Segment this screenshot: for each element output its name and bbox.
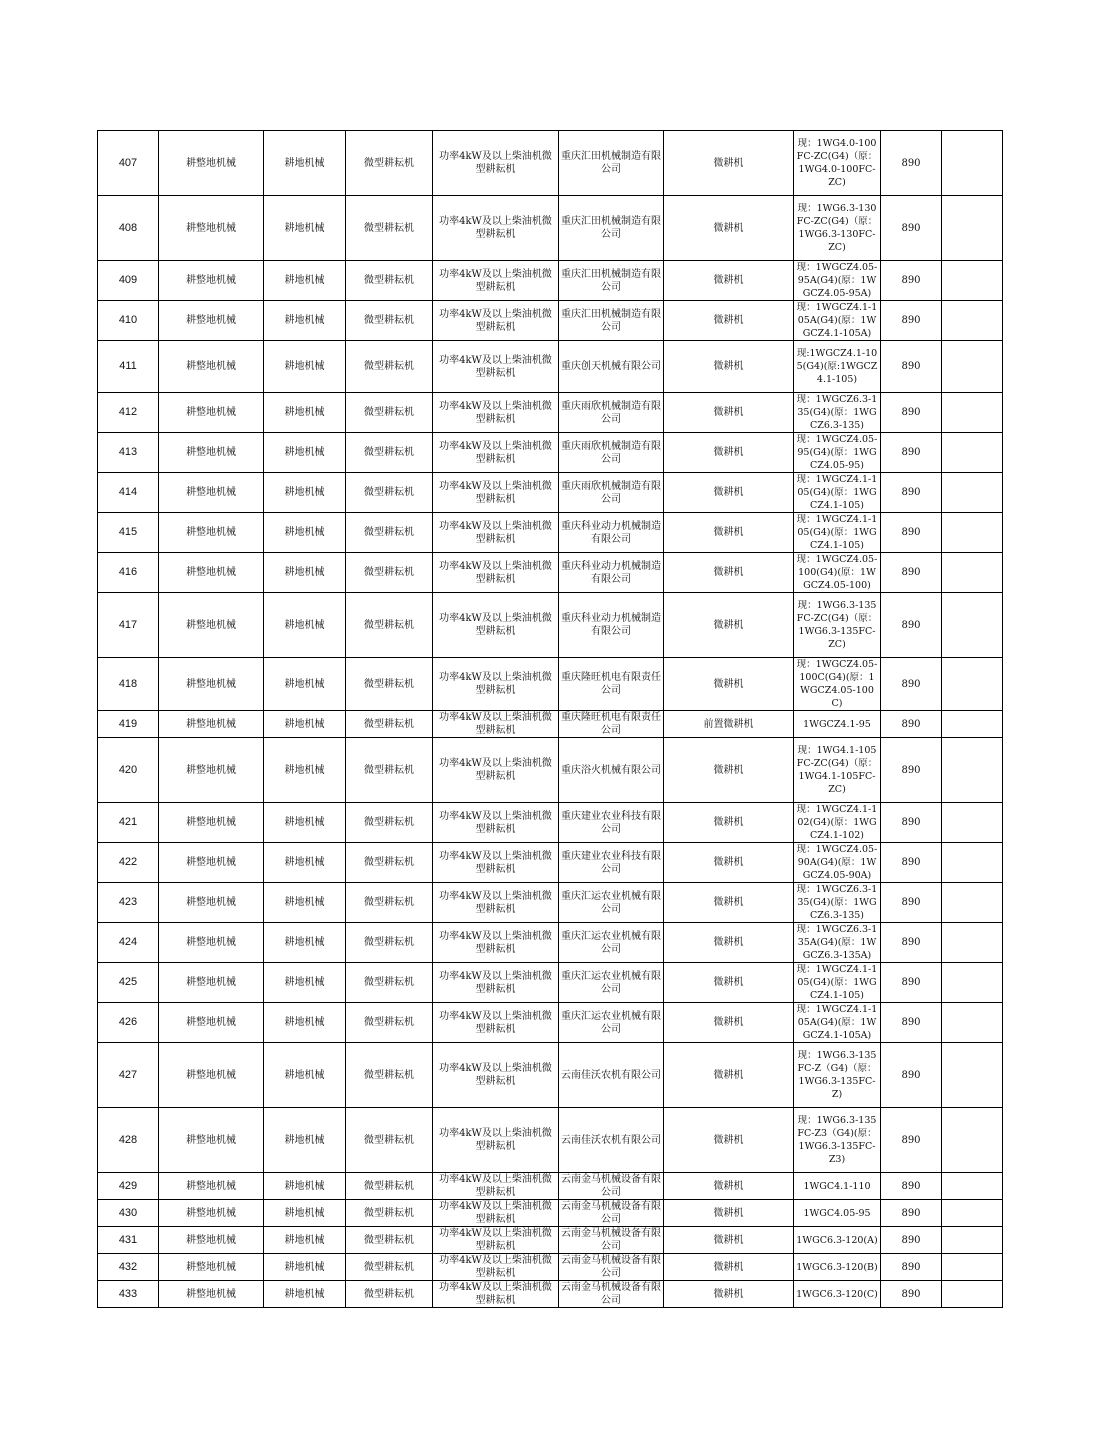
spec-cell: 功率4kW及以上柴油机微型耕耘机: [433, 1003, 559, 1043]
subcategory-cell: 耕地机械: [264, 658, 346, 711]
price-cell: 890: [881, 803, 942, 843]
product-name-cell: 微耕机: [664, 963, 794, 1003]
row-number: 417: [98, 593, 159, 658]
product-name-cell: 微耕机: [664, 843, 794, 883]
note-cell: [942, 923, 1003, 963]
table-row: [98, 1227, 1003, 1254]
category-cell: 耕整地机械: [159, 341, 264, 393]
price-cell: 890: [881, 1003, 942, 1043]
model-cell: 现：1WG4.1-105FC-ZC(G4)（原：1WG4.1-105FC-ZC): [794, 738, 881, 803]
table-row: [98, 1173, 1003, 1200]
spec-cell: 功率4kW及以上柴油机微型耕耘机: [433, 658, 559, 711]
product-name-cell: 前置微耕机: [664, 711, 794, 738]
manufacturer-cell: 重庆科业动力机械制造有限公司: [559, 513, 664, 553]
model-cell: 1WGC6.3-120(C): [794, 1281, 881, 1308]
row-number: 416: [98, 553, 159, 593]
category-cell: 耕整地机械: [159, 261, 264, 301]
manufacturer-cell: 重庆雨欣机械制造有限公司: [559, 473, 664, 513]
product-name-cell: 微耕机: [664, 923, 794, 963]
subcategory-cell: 耕地机械: [264, 513, 346, 553]
price-cell: 890: [881, 393, 942, 433]
price-cell: 890: [881, 923, 942, 963]
row-number: 414: [98, 473, 159, 513]
model-cell: 1WGC6.3-120(B): [794, 1254, 881, 1281]
category-cell: 耕整地机械: [159, 963, 264, 1003]
table-row: [98, 301, 1003, 341]
product-name-cell: 微耕机: [664, 883, 794, 923]
product-name-cell: 微耕机: [664, 513, 794, 553]
spec-cell: 功率4kW及以上柴油机微型耕耘机: [433, 1281, 559, 1308]
price-cell: 890: [881, 843, 942, 883]
note-cell: [942, 1227, 1003, 1254]
spec-cell: 功率4kW及以上柴油机微型耕耘机: [433, 433, 559, 473]
spec-cell: 功率4kW及以上柴油机微型耕耘机: [433, 393, 559, 433]
note-cell: [942, 433, 1003, 473]
category-cell: 耕整地机械: [159, 1200, 264, 1227]
product-name-cell: 微耕机: [664, 738, 794, 803]
note-cell: [942, 196, 1003, 261]
table-row: [98, 261, 1003, 301]
table-row: [98, 738, 1003, 803]
subsidy-table: [97, 130, 1003, 1308]
note-cell: [942, 658, 1003, 711]
subcategory-cell: 耕地机械: [264, 1003, 346, 1043]
price-cell: 890: [881, 553, 942, 593]
item-cell: 微型耕耘机: [346, 1200, 433, 1227]
model-cell: 现：1WG6.3-130FC-ZC(G4)（原：1WG6.3-130FC-ZC): [794, 196, 881, 261]
note-cell: [942, 131, 1003, 196]
row-number: 409: [98, 261, 159, 301]
model-cell: 现：1WGCZ4.1-105A(G4)(原：1WGCZ4.1-105A): [794, 301, 881, 341]
price-cell: 890: [881, 473, 942, 513]
table-row: [98, 513, 1003, 553]
manufacturer-cell: 云南金马机械设备有限公司: [559, 1227, 664, 1254]
price-cell: 890: [881, 1254, 942, 1281]
spec-cell: 功率4kW及以上柴油机微型耕耘机: [433, 196, 559, 261]
model-cell: 现：1WGCZ4.1-105(G4)(原：1WGCZ4.1-105): [794, 473, 881, 513]
row-number: 424: [98, 923, 159, 963]
table-row: [98, 593, 1003, 658]
spec-cell: 功率4kW及以上柴油机微型耕耘机: [433, 883, 559, 923]
price-cell: 890: [881, 513, 942, 553]
row-number: 412: [98, 393, 159, 433]
item-cell: 微型耕耘机: [346, 433, 433, 473]
table-row: [98, 131, 1003, 196]
table-row: [98, 553, 1003, 593]
product-name-cell: 微耕机: [664, 553, 794, 593]
subcategory-cell: 耕地机械: [264, 1281, 346, 1308]
spec-cell: 功率4kW及以上柴油机微型耕耘机: [433, 261, 559, 301]
product-name-cell: 微耕机: [664, 1254, 794, 1281]
manufacturer-cell: 重庆科业动力机械制造有限公司: [559, 593, 664, 658]
product-name-cell: 微耕机: [664, 1003, 794, 1043]
item-cell: 微型耕耘机: [346, 923, 433, 963]
product-name-cell: 微耕机: [664, 341, 794, 393]
note-cell: [942, 261, 1003, 301]
subcategory-cell: 耕地机械: [264, 261, 346, 301]
row-number: 419: [98, 711, 159, 738]
row-number: 423: [98, 883, 159, 923]
subcategory-cell: 耕地机械: [264, 393, 346, 433]
item-cell: 微型耕耘机: [346, 131, 433, 196]
category-cell: 耕整地机械: [159, 196, 264, 261]
price-cell: 890: [881, 1227, 942, 1254]
product-name-cell: 微耕机: [664, 393, 794, 433]
subcategory-cell: 耕地机械: [264, 301, 346, 341]
note-cell: [942, 963, 1003, 1003]
row-number: 411: [98, 341, 159, 393]
row-number: 407: [98, 131, 159, 196]
model-cell: 1WGCZ4.1-95: [794, 711, 881, 738]
product-name-cell: 微耕机: [664, 1173, 794, 1200]
price-cell: 890: [881, 883, 942, 923]
category-cell: 耕整地机械: [159, 1108, 264, 1173]
category-cell: 耕整地机械: [159, 1173, 264, 1200]
row-number: 408: [98, 196, 159, 261]
price-cell: 890: [881, 738, 942, 803]
manufacturer-cell: 重庆建业农业科技有限公司: [559, 843, 664, 883]
category-cell: 耕整地机械: [159, 883, 264, 923]
product-name-cell: 微耕机: [664, 433, 794, 473]
row-number: 433: [98, 1281, 159, 1308]
table-row: [98, 883, 1003, 923]
table-row: [98, 658, 1003, 711]
manufacturer-cell: 重庆汇田机械制造有限公司: [559, 196, 664, 261]
table-row: [98, 433, 1003, 473]
model-cell: 现：1WGCZ4.05-95A(G4)(原：1WGCZ4.05-95A): [794, 261, 881, 301]
table-row: [98, 803, 1003, 843]
subcategory-cell: 耕地机械: [264, 923, 346, 963]
price-cell: 890: [881, 593, 942, 658]
spec-cell: 功率4kW及以上柴油机微型耕耘机: [433, 1173, 559, 1200]
manufacturer-cell: 重庆科业动力机械制造有限公司: [559, 553, 664, 593]
note-cell: [942, 301, 1003, 341]
category-cell: 耕整地机械: [159, 738, 264, 803]
subcategory-cell: 耕地机械: [264, 1200, 346, 1227]
row-number: 410: [98, 301, 159, 341]
table-row: [98, 923, 1003, 963]
manufacturer-cell: 云南金马机械设备有限公司: [559, 1281, 664, 1308]
note-cell: [942, 593, 1003, 658]
category-cell: 耕整地机械: [159, 711, 264, 738]
spec-cell: 功率4kW及以上柴油机微型耕耘机: [433, 1108, 559, 1173]
subcategory-cell: 耕地机械: [264, 883, 346, 923]
subcategory-cell: 耕地机械: [264, 1108, 346, 1173]
row-number: 429: [98, 1173, 159, 1200]
category-cell: 耕整地机械: [159, 513, 264, 553]
subcategory-cell: 耕地机械: [264, 196, 346, 261]
row-number: 415: [98, 513, 159, 553]
spec-cell: 功率4kW及以上柴油机微型耕耘机: [433, 711, 559, 738]
item-cell: 微型耕耘机: [346, 393, 433, 433]
price-cell: 890: [881, 1200, 942, 1227]
category-cell: 耕整地机械: [159, 553, 264, 593]
note-cell: [942, 738, 1003, 803]
model-cell: 现：1WGCZ4.05-95(G4)(原：1WGCZ4.05-95): [794, 433, 881, 473]
manufacturer-cell: 云南金马机械设备有限公司: [559, 1200, 664, 1227]
subcategory-cell: 耕地机械: [264, 593, 346, 658]
price-cell: 890: [881, 711, 942, 738]
product-name-cell: 微耕机: [664, 803, 794, 843]
row-number: 432: [98, 1254, 159, 1281]
manufacturer-cell: 重庆汇田机械制造有限公司: [559, 261, 664, 301]
item-cell: 微型耕耘机: [346, 803, 433, 843]
subcategory-cell: 耕地机械: [264, 1173, 346, 1200]
manufacturer-cell: 重庆汇运农业机械有限公司: [559, 923, 664, 963]
model-cell: 现：1WGCZ6.3-135A(G4)(原：1WGCZ6.3-135A): [794, 923, 881, 963]
item-cell: 微型耕耘机: [346, 1254, 433, 1281]
product-name-cell: 微耕机: [664, 1281, 794, 1308]
subcategory-cell: 耕地机械: [264, 433, 346, 473]
row-number: 420: [98, 738, 159, 803]
price-cell: 890: [881, 196, 942, 261]
note-cell: [942, 513, 1003, 553]
row-number: 422: [98, 843, 159, 883]
manufacturer-cell: 云南金马机械设备有限公司: [559, 1173, 664, 1200]
manufacturer-cell: 重庆建业农业科技有限公司: [559, 803, 664, 843]
note-cell: [942, 341, 1003, 393]
model-cell: 现：1WGCZ4.1-102(G4)(原：1WGCZ4.1-102): [794, 803, 881, 843]
row-number: 426: [98, 1003, 159, 1043]
category-cell: 耕整地机械: [159, 131, 264, 196]
table-row: [98, 393, 1003, 433]
item-cell: 微型耕耘机: [346, 843, 433, 883]
subcategory-cell: 耕地机械: [264, 1254, 346, 1281]
subcategory-cell: 耕地机械: [264, 738, 346, 803]
note-cell: [942, 803, 1003, 843]
manufacturer-cell: 重庆汇运农业机械有限公司: [559, 1003, 664, 1043]
note-cell: [942, 1108, 1003, 1173]
item-cell: 微型耕耘机: [346, 1043, 433, 1108]
item-cell: 微型耕耘机: [346, 1281, 433, 1308]
category-cell: 耕整地机械: [159, 1254, 264, 1281]
product-name-cell: 微耕机: [664, 1227, 794, 1254]
model-cell: 1WGC4.05-95: [794, 1200, 881, 1227]
price-cell: 890: [881, 301, 942, 341]
price-cell: 890: [881, 658, 942, 711]
price-cell: 890: [881, 1173, 942, 1200]
item-cell: 微型耕耘机: [346, 301, 433, 341]
price-cell: 890: [881, 1108, 942, 1173]
model-cell: 现：1WGCZ6.3-135(G4)(原：1WGCZ6.3-135): [794, 883, 881, 923]
item-cell: 微型耕耘机: [346, 658, 433, 711]
table-row: [98, 341, 1003, 393]
product-name-cell: 微耕机: [664, 1108, 794, 1173]
table-row: [98, 1200, 1003, 1227]
spec-cell: 功率4kW及以上柴油机微型耕耘机: [433, 593, 559, 658]
note-cell: [942, 1003, 1003, 1043]
item-cell: 微型耕耘机: [346, 196, 433, 261]
note-cell: [942, 1173, 1003, 1200]
model-cell: 现：1WGCZ4.1-105A(G4)(原：1WGCZ4.1-105A): [794, 1003, 881, 1043]
manufacturer-cell: 重庆雨欣机械制造有限公司: [559, 433, 664, 473]
row-number: 421: [98, 803, 159, 843]
table-row: [98, 1281, 1003, 1308]
item-cell: 微型耕耘机: [346, 1173, 433, 1200]
spec-cell: 功率4kW及以上柴油机微型耕耘机: [433, 553, 559, 593]
item-cell: 微型耕耘机: [346, 1108, 433, 1173]
category-cell: 耕整地机械: [159, 658, 264, 711]
row-number: 413: [98, 433, 159, 473]
spec-cell: 功率4kW及以上柴油机微型耕耘机: [433, 1227, 559, 1254]
manufacturer-cell: 重庆创天机械有限公司: [559, 341, 664, 393]
spec-cell: 功率4kW及以上柴油机微型耕耘机: [433, 341, 559, 393]
table-row: [98, 1254, 1003, 1281]
product-name-cell: 微耕机: [664, 658, 794, 711]
spec-cell: 功率4kW及以上柴油机微型耕耘机: [433, 803, 559, 843]
category-cell: 耕整地机械: [159, 301, 264, 341]
price-cell: 890: [881, 131, 942, 196]
item-cell: 微型耕耘机: [346, 738, 433, 803]
item-cell: 微型耕耘机: [346, 593, 433, 658]
spec-cell: 功率4kW及以上柴油机微型耕耘机: [433, 843, 559, 883]
category-cell: 耕整地机械: [159, 433, 264, 473]
item-cell: 微型耕耘机: [346, 473, 433, 513]
table-row: [98, 963, 1003, 1003]
note-cell: [942, 1254, 1003, 1281]
note-cell: [942, 843, 1003, 883]
subcategory-cell: 耕地机械: [264, 1043, 346, 1108]
category-cell: 耕整地机械: [159, 1281, 264, 1308]
subcategory-cell: 耕地机械: [264, 711, 346, 738]
product-name-cell: 微耕机: [664, 593, 794, 658]
subcategory-cell: 耕地机械: [264, 473, 346, 513]
product-name-cell: 微耕机: [664, 131, 794, 196]
table-row: [98, 196, 1003, 261]
price-cell: 890: [881, 1281, 942, 1308]
model-cell: 现:1WGCZ4.1-105(G4)(原:1WGCZ4.1-105): [794, 341, 881, 393]
item-cell: 微型耕耘机: [346, 1003, 433, 1043]
model-cell: 1WGC4.1-110: [794, 1173, 881, 1200]
model-cell: 现：1WGCZ4.05-100(G4)(原：1WGCZ4.05-100): [794, 553, 881, 593]
model-cell: 现：1WG6.3-135FC-Z3（G4)(原：1WG6.3-135FC-Z3): [794, 1108, 881, 1173]
product-name-cell: 微耕机: [664, 261, 794, 301]
spec-cell: 功率4kW及以上柴油机微型耕耘机: [433, 738, 559, 803]
product-name-cell: 微耕机: [664, 196, 794, 261]
model-cell: 现：1WG6.3-135FC-ZC(G4)（原：1WG6.3-135FC-ZC): [794, 593, 881, 658]
spec-cell: 功率4kW及以上柴油机微型耕耘机: [433, 301, 559, 341]
manufacturer-cell: 重庆汇田机械制造有限公司: [559, 301, 664, 341]
subcategory-cell: 耕地机械: [264, 843, 346, 883]
manufacturer-cell: 重庆汇运农业机械有限公司: [559, 883, 664, 923]
row-number: 431: [98, 1227, 159, 1254]
subcategory-cell: 耕地机械: [264, 803, 346, 843]
manufacturer-cell: 重庆汇运农业机械有限公司: [559, 963, 664, 1003]
category-cell: 耕整地机械: [159, 1043, 264, 1108]
manufacturer-cell: 重庆隆旺机电有限责任公司: [559, 658, 664, 711]
spec-cell: 功率4kW及以上柴油机微型耕耘机: [433, 1254, 559, 1281]
model-cell: 现：1WGCZ6.3-135(G4)(原：1WGCZ6.3-135): [794, 393, 881, 433]
category-cell: 耕整地机械: [159, 843, 264, 883]
table-row: [98, 1003, 1003, 1043]
note-cell: [942, 1043, 1003, 1108]
manufacturer-cell: 云南佳沃农机有限公司: [559, 1043, 664, 1108]
category-cell: 耕整地机械: [159, 803, 264, 843]
model-cell: 现：1WGCZ4.05-100C(G4)(原：1WGCZ4.05-100C): [794, 658, 881, 711]
manufacturer-cell: 重庆雨欣机械制造有限公司: [559, 393, 664, 433]
price-cell: 890: [881, 963, 942, 1003]
note-cell: [942, 393, 1003, 433]
spec-cell: 功率4kW及以上柴油机微型耕耘机: [433, 1043, 559, 1108]
product-name-cell: 微耕机: [664, 473, 794, 513]
table-row: [98, 1043, 1003, 1108]
table-row: [98, 711, 1003, 738]
subcategory-cell: 耕地机械: [264, 553, 346, 593]
category-cell: 耕整地机械: [159, 1227, 264, 1254]
category-cell: 耕整地机械: [159, 393, 264, 433]
row-number: 428: [98, 1108, 159, 1173]
price-cell: 890: [881, 433, 942, 473]
note-cell: [942, 1281, 1003, 1308]
spec-cell: 功率4kW及以上柴油机微型耕耘机: [433, 473, 559, 513]
manufacturer-cell: 云南金马机械设备有限公司: [559, 1254, 664, 1281]
table-row: [98, 473, 1003, 513]
product-name-cell: 微耕机: [664, 1200, 794, 1227]
model-cell: 现：1WGCZ4.05-90A(G4)(原：1WGCZ4.05-90A): [794, 843, 881, 883]
subcategory-cell: 耕地机械: [264, 131, 346, 196]
manufacturer-cell: 重庆浴火机械有限公司: [559, 738, 664, 803]
item-cell: 微型耕耘机: [346, 963, 433, 1003]
subcategory-cell: 耕地机械: [264, 963, 346, 1003]
category-cell: 耕整地机械: [159, 1003, 264, 1043]
item-cell: 微型耕耘机: [346, 1227, 433, 1254]
category-cell: 耕整地机械: [159, 473, 264, 513]
product-name-cell: 微耕机: [664, 1043, 794, 1108]
spec-cell: 功率4kW及以上柴油机微型耕耘机: [433, 131, 559, 196]
subcategory-cell: 耕地机械: [264, 341, 346, 393]
category-cell: 耕整地机械: [159, 923, 264, 963]
note-cell: [942, 553, 1003, 593]
item-cell: 微型耕耘机: [346, 261, 433, 301]
item-cell: 微型耕耘机: [346, 341, 433, 393]
table-row: [98, 843, 1003, 883]
note-cell: [942, 883, 1003, 923]
product-name-cell: 微耕机: [664, 301, 794, 341]
row-number: 425: [98, 963, 159, 1003]
price-cell: 890: [881, 341, 942, 393]
model-cell: 现：1WG4.0-100FC-ZC(G4)（原：1WG4.0-100FC-ZC): [794, 131, 881, 196]
manufacturer-cell: 重庆汇田机械制造有限公司: [559, 131, 664, 196]
note-cell: [942, 1200, 1003, 1227]
manufacturer-cell: 云南佳沃农机有限公司: [559, 1108, 664, 1173]
row-number: 430: [98, 1200, 159, 1227]
model-cell: 现：1WGCZ4.1-105(G4)(原：1WGCZ4.1-105): [794, 513, 881, 553]
row-number: 418: [98, 658, 159, 711]
spec-cell: 功率4kW及以上柴油机微型耕耘机: [433, 923, 559, 963]
subcategory-cell: 耕地机械: [264, 1227, 346, 1254]
row-number: 427: [98, 1043, 159, 1108]
note-cell: [942, 711, 1003, 738]
price-cell: 890: [881, 1043, 942, 1108]
spec-cell: 功率4kW及以上柴油机微型耕耘机: [433, 963, 559, 1003]
spec-cell: 功率4kW及以上柴油机微型耕耘机: [433, 1200, 559, 1227]
note-cell: [942, 473, 1003, 513]
item-cell: 微型耕耘机: [346, 883, 433, 923]
item-cell: 微型耕耘机: [346, 553, 433, 593]
model-cell: 现：1WG6.3-135FC-Z（G4)（原：1WG6.3-135FC-Z): [794, 1043, 881, 1108]
item-cell: 微型耕耘机: [346, 513, 433, 553]
model-cell: 现：1WGCZ4.1-105(G4)(原：1WGCZ4.1-105): [794, 963, 881, 1003]
manufacturer-cell: 重庆隆旺机电有限责任公司: [559, 711, 664, 738]
price-cell: 890: [881, 261, 942, 301]
table-body: [98, 131, 1003, 1308]
category-cell: 耕整地机械: [159, 593, 264, 658]
spec-cell: 功率4kW及以上柴油机微型耕耘机: [433, 513, 559, 553]
model-cell: 1WGC6.3-120(A): [794, 1227, 881, 1254]
table-row: [98, 1108, 1003, 1173]
item-cell: 微型耕耘机: [346, 711, 433, 738]
